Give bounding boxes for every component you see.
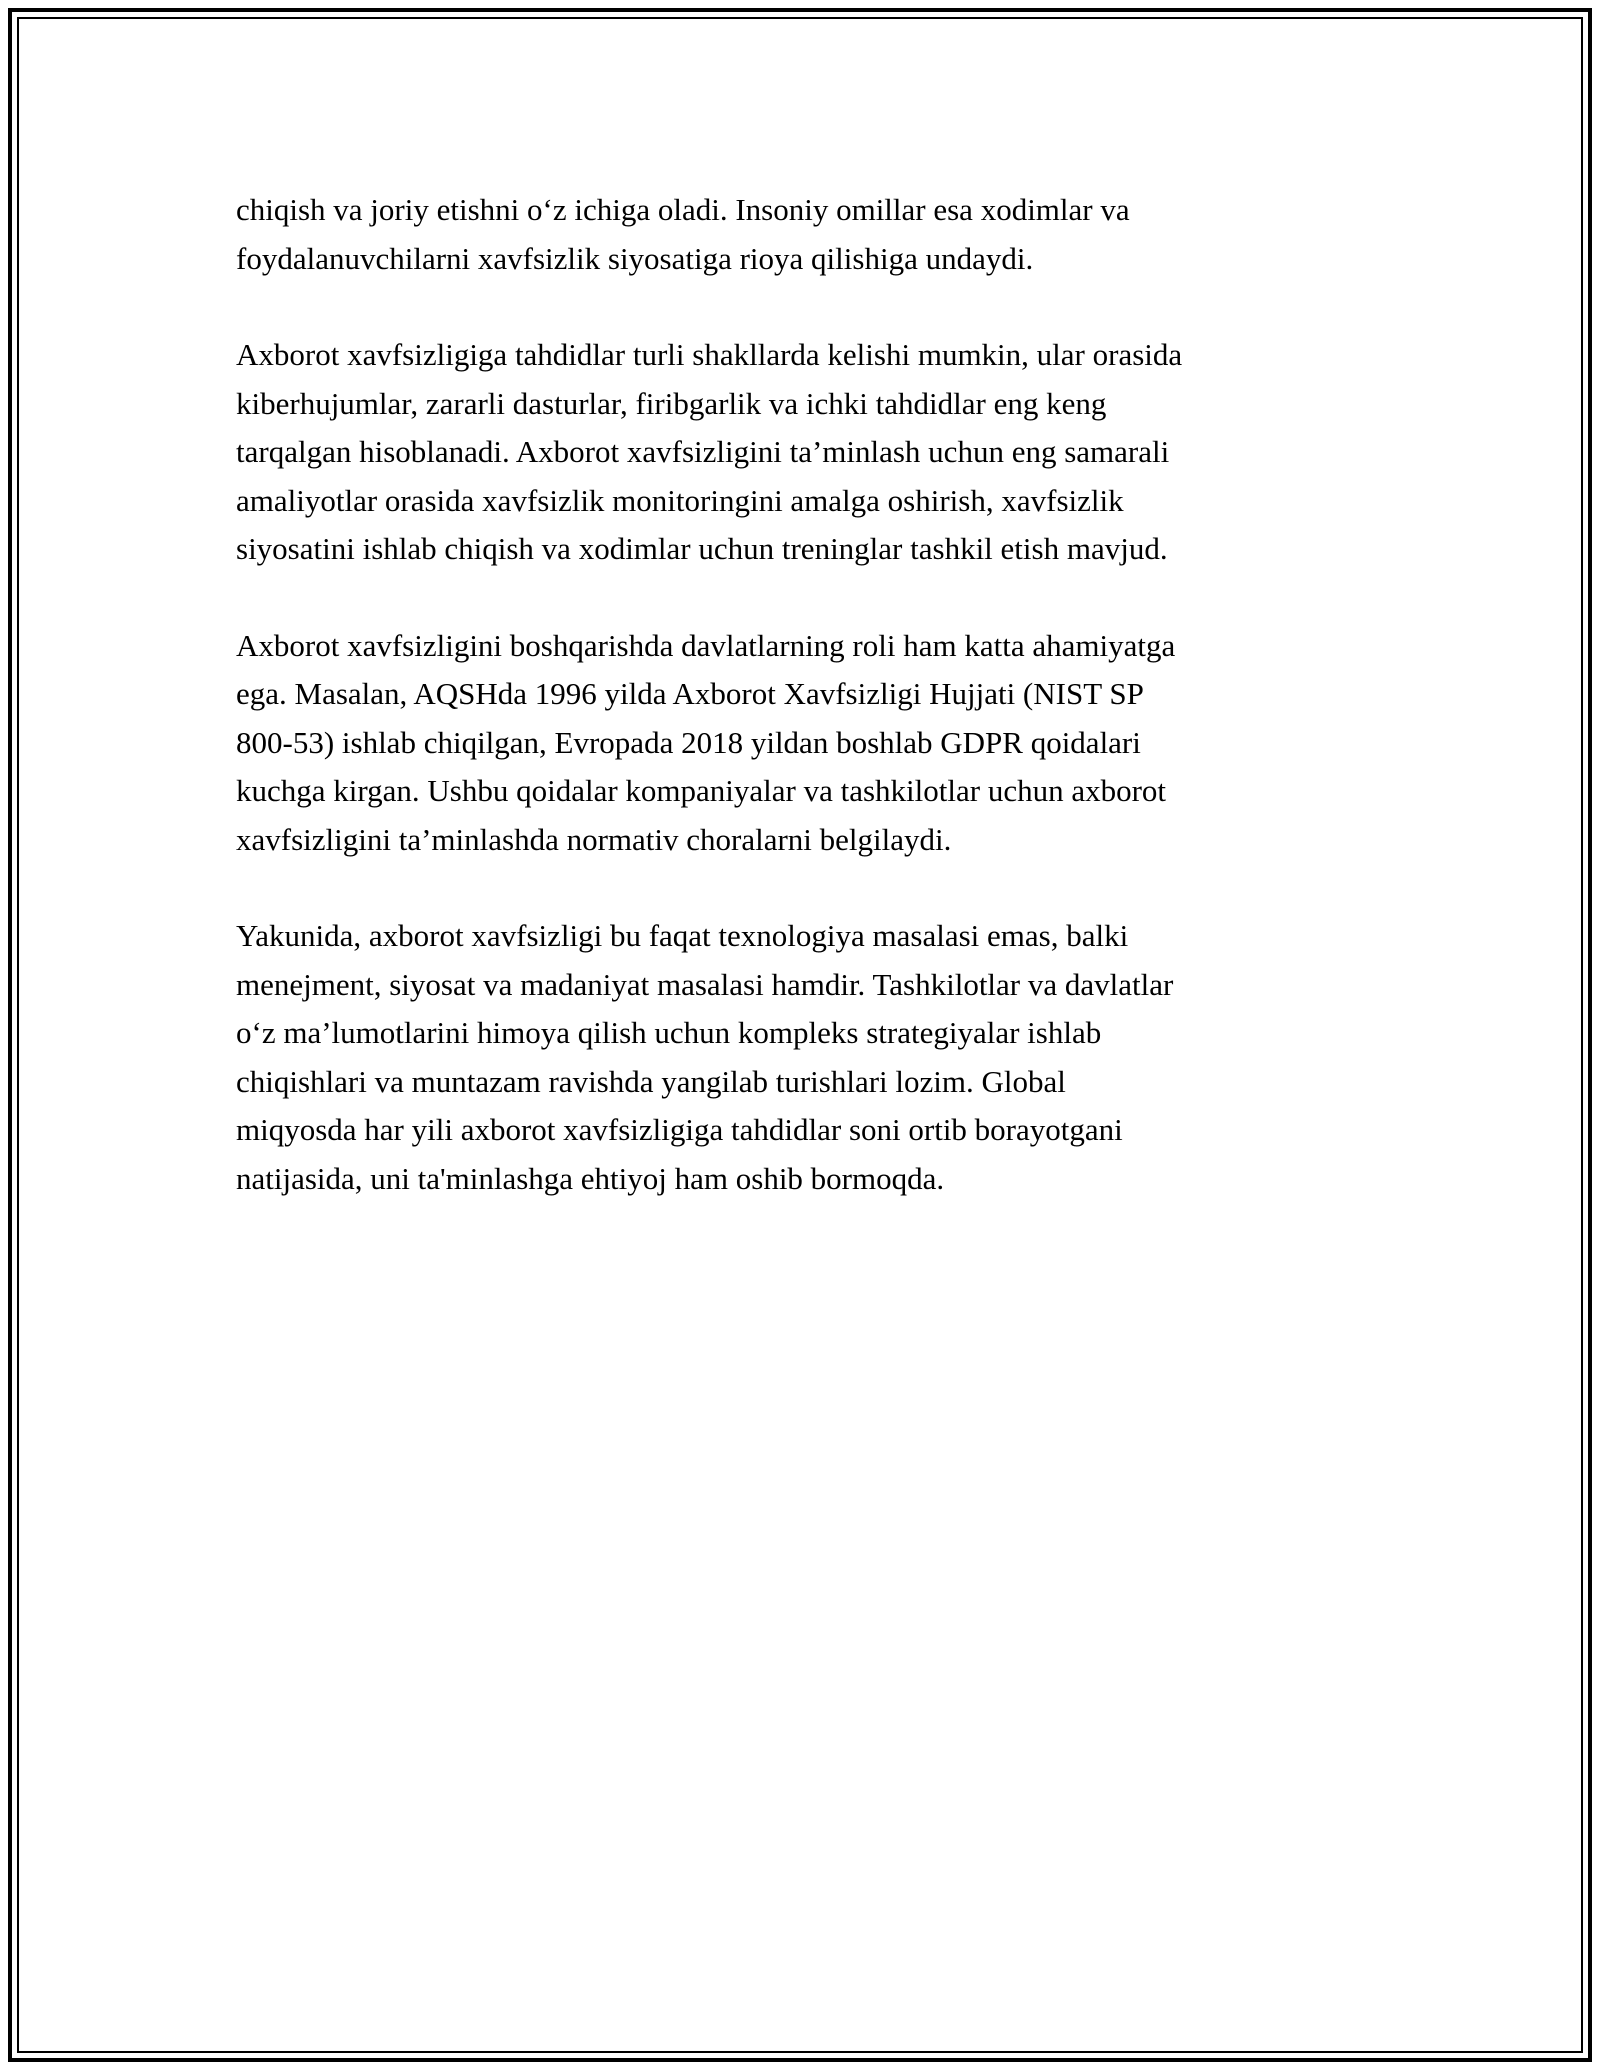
paragraph-1 [236, 186, 1366, 283]
text-line: xavfsizligini ta’minlashda normativ choralarni belgilaydi. [236, 821, 952, 857]
paragraph-3 [236, 622, 1366, 865]
text-line: menejment, siyosat va madaniyat masalasi hamdir. Tashkilotlar va davlatlar [236, 966, 1174, 1002]
paragraph-2 [236, 331, 1366, 574]
text-line: o‘z ma’lumotlarini himoya qilish uchun kompleks strategiyalar ishlab [236, 1015, 1102, 1050]
document-body [236, 186, 1366, 1251]
paragraph-4 [236, 912, 1366, 1203]
text-line: Axborot xavfsizligini boshqarishda davlatlarning roli ham katta ahamiyatga [236, 627, 1176, 663]
text-line: foydalanuvchilarni xavfsizlik siyosatiga rioya qilishiga undaydi. [236, 240, 1034, 276]
text-line: chiqish va joriy etishni o‘z ichiga oladi. Insoniy omillar esa xodimlar va [236, 192, 1130, 227]
text-line: siyosatini ishlab chiqish va xodimlar uchun treninglar tashkil etish mavjud. [236, 531, 1168, 566]
text-line: tarqalgan hisoblanadi. Axborot xavfsizligini ta’minlash uchun eng samarali [236, 434, 1170, 469]
text-line: amaliyotlar orasida xavfsizlik monitoringini amalga oshirish, xavfsizlik [236, 482, 1124, 518]
text-line: ega. Masalan, AQSHda 1996 yilda Axborot Xavfsizligi Hujjati (NIST SP [236, 676, 1144, 711]
text-line: natijasida, uni ta'minlashga ehtiyoj ham oshib bormoqda. [236, 1160, 945, 1196]
text-line: Axborot xavfsizligiga tahdidlar turli shakllarda kelishi mumkin, ular orasida [236, 337, 1183, 372]
text-line: Yakunida, axborot xavfsizligi bu faqat texnologiya masalasi emas, balki [236, 918, 1129, 953]
text-line: kiberhujumlar, zararli dasturlar, firibgarlik va ichki tahdidlar eng keng [236, 385, 1107, 421]
text-line: miqyosda har yili axborot xavfsizligiga tahdidlar soni ortib borayotgani [236, 1112, 1123, 1147]
text-line: kuchga kirgan. Ushbu qoidalar kompaniyalar va tashkilotlar uchun axborot [236, 773, 1167, 808]
text-line: chiqishlari va muntazam ravishda yangilab turishlari lozim. Global [236, 1063, 1066, 1099]
text-line: 800-53) ishlab chiqilgan, Evropada 2018 yildan boshlab GDPR qoidalari [236, 724, 1141, 760]
